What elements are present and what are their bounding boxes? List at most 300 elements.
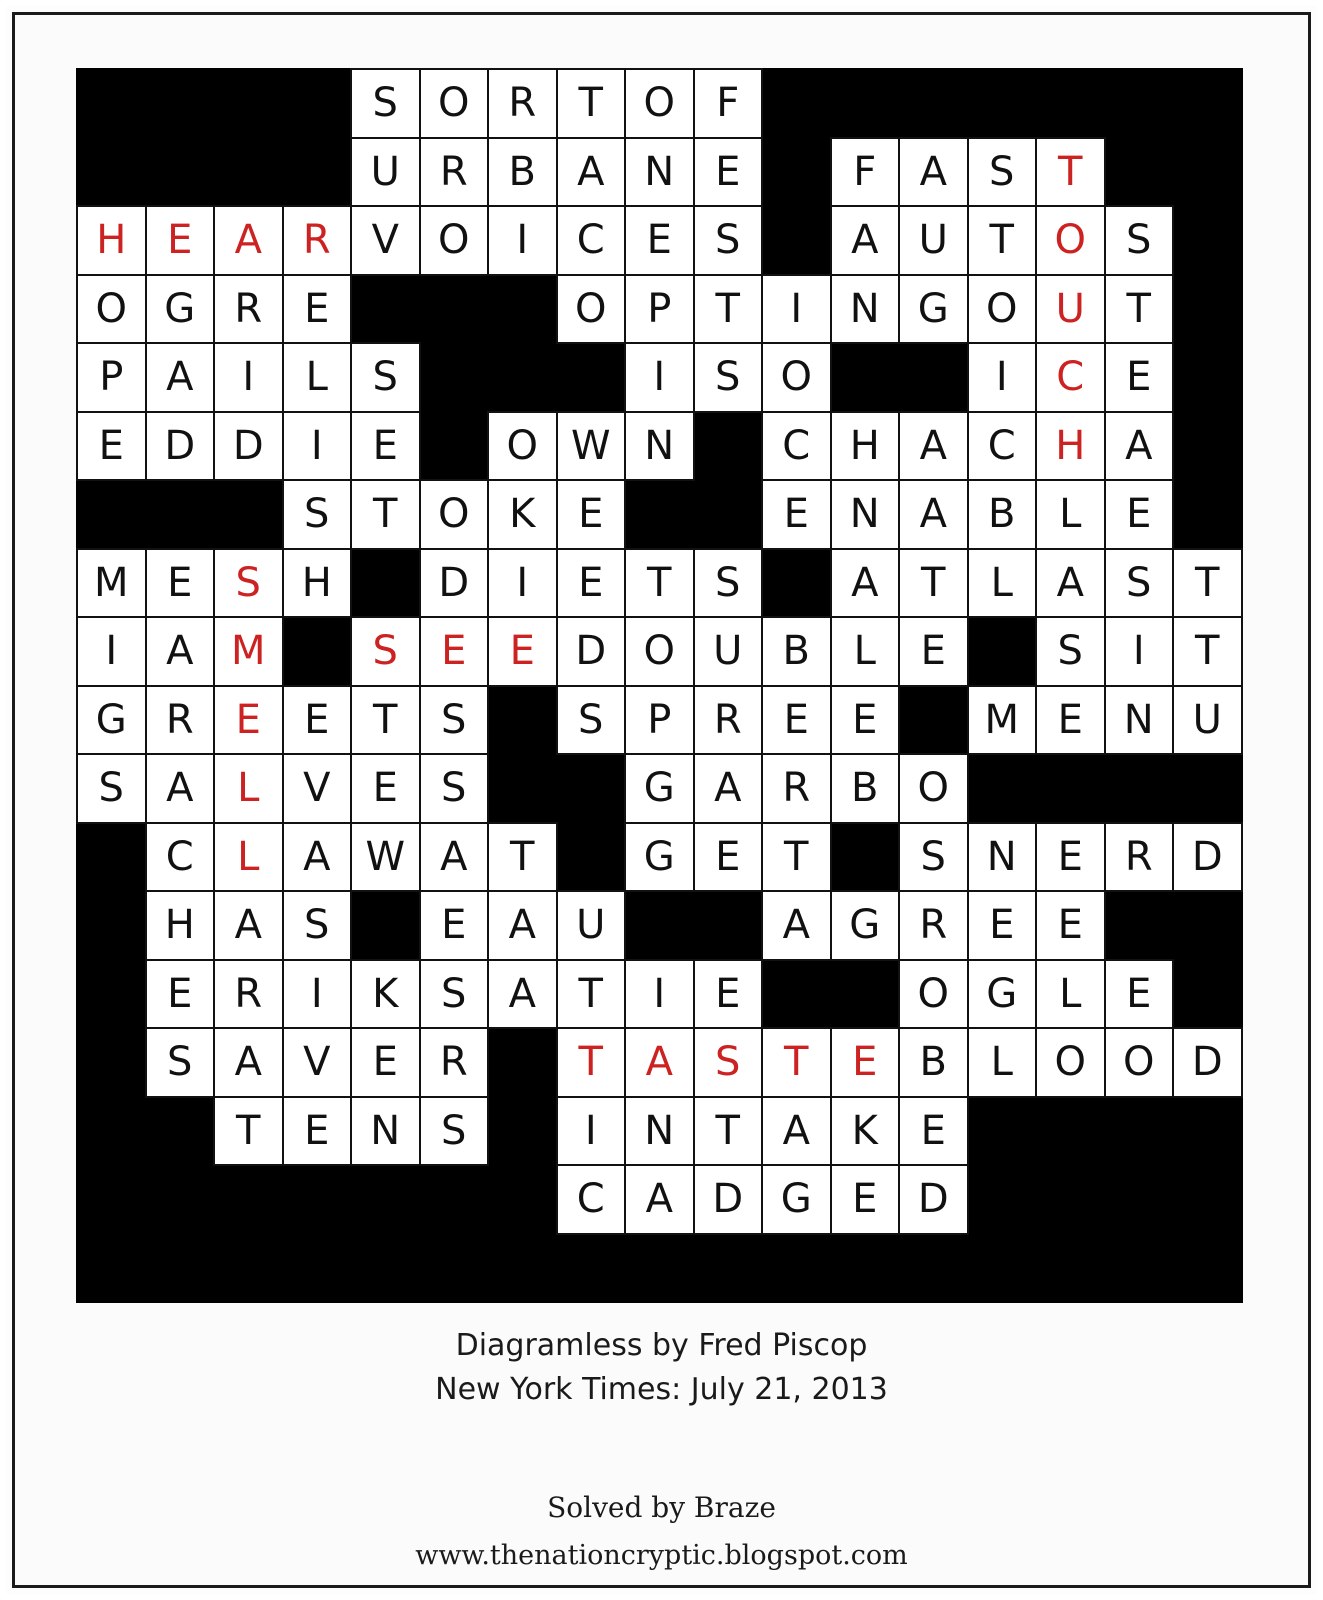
grid-cell-block [1105,138,1174,207]
grid-cell-block [1036,754,1105,823]
grid-cell-letter[interactable]: T [762,823,831,892]
grid-row [77,138,1242,207]
grid-row [77,549,1242,618]
grid-cell-letter[interactable]: T [625,549,694,618]
grid-cell-letter[interactable]: T [899,549,968,618]
grid-cell-block [420,1234,489,1303]
grid-cell-block [146,69,215,138]
grid-cell-letter-highlight[interactable]: L [214,754,283,823]
grid-cell-letter-highlight[interactable]: E [488,617,557,686]
grid-cell-letter[interactable]: C [762,412,831,481]
grid-cell-letter[interactable]: T [351,686,420,755]
grid-cell-letter[interactable]: S [283,891,352,960]
grid-cell-block [488,1028,557,1097]
grid-cell-block [694,891,763,960]
grid-cell-letter[interactable]: R [214,275,283,344]
grid-cell-letter[interactable]: B [899,1028,968,1097]
grid-cell-block [146,1097,215,1166]
grid-cell-letter[interactable]: D [420,549,489,618]
grid-cell-letter[interactable]: B [762,617,831,686]
grid-cell-block [420,275,489,344]
grid-cell-letter[interactable]: S [351,69,420,138]
grid-cell-block [283,1165,352,1234]
grid-cell-letter-highlight[interactable]: E [420,617,489,686]
grid-cell-letter-highlight[interactable]: S [214,549,283,618]
grid-cell-letter[interactable]: L [1036,960,1105,1029]
grid-cell-letter-highlight[interactable]: S [351,617,420,686]
grid-cell-block [214,1234,283,1303]
grid-cell-letter[interactable]: S [283,480,352,549]
grid-cell-block [694,480,763,549]
grid-cell-letter[interactable]: K [831,1097,900,1166]
grid-cell-letter[interactable]: R [420,1028,489,1097]
grid-cell-block [146,1165,215,1234]
grid-cell-letter[interactable]: G [625,754,694,823]
grid-cell-block [1036,1097,1105,1166]
grid-cell-letter[interactable]: A [762,891,831,960]
grid-cell-letter[interactable]: N [968,823,1037,892]
grid-cell-letter[interactable]: S [899,823,968,892]
grid-cell-block [1173,1234,1242,1303]
grid-cell-letter[interactable]: T [1173,549,1242,618]
grid-cell-letter[interactable]: I [968,343,1037,412]
grid-cell-letter[interactable]: S [420,686,489,755]
grid-cell-letter[interactable]: N [351,1097,420,1166]
grid-cell-letter[interactable]: I [625,960,694,1029]
grid-cell-letter[interactable]: E [351,412,420,481]
grid-cell-letter[interactable]: D [1173,823,1242,892]
grid-row [77,343,1242,412]
grid-cell-block [625,1234,694,1303]
grid-cell-block [1036,1234,1105,1303]
grid-cell-letter[interactable]: A [283,823,352,892]
grid-cell-letter-highlight[interactable]: C [1036,343,1105,412]
grid-cell-letter-highlight[interactable]: L [214,823,283,892]
grid-cell-letter[interactable]: A [831,206,900,275]
grid-cell-letter[interactable]: A [899,412,968,481]
grid-cell-letter[interactable]: I [1105,617,1174,686]
grid-cell-block [77,480,146,549]
grid-cell-letter[interactable]: G [625,823,694,892]
grid-cell-letter[interactable]: E [1036,891,1105,960]
grid-cell-block [762,69,831,138]
grid-cell-letter[interactable]: L [968,549,1037,618]
grid-cell-block [1105,891,1174,960]
grid-cell-letter-highlight[interactable]: E [831,1028,900,1097]
grid-cell-letter[interactable]: I [77,617,146,686]
grid-cell-letter-highlight[interactable]: U [1036,275,1105,344]
grid-cell-letter-highlight[interactable]: M [214,617,283,686]
grid-cell-letter[interactable]: C [557,206,626,275]
grid-cell-letter[interactable]: O [625,617,694,686]
grid-cell-letter[interactable]: B [488,138,557,207]
grid-cell-letter[interactable]: N [625,1097,694,1166]
grid-cell-letter[interactable]: T [968,206,1037,275]
grid-row [77,1028,1242,1097]
grid-cell-letter[interactable]: R [694,686,763,755]
grid-cell-letter[interactable]: C [146,823,215,892]
grid-cell-letter[interactable]: I [557,1097,626,1166]
grid-cell-block [762,138,831,207]
grid-cell-letter[interactable]: E [146,549,215,618]
grid-cell-letter[interactable]: R [1105,823,1174,892]
grid-cell-letter[interactable]: O [420,480,489,549]
grid-cell-letter[interactable]: E [283,1097,352,1166]
grid-cell-block [1036,69,1105,138]
grid-cell-block [557,754,626,823]
grid-cell-letter[interactable]: A [1105,412,1174,481]
grid-cell-letter[interactable]: A [831,549,900,618]
grid-cell-letter[interactable]: S [420,1097,489,1166]
grid-cell-letter[interactable]: W [351,823,420,892]
grid-cell-letter[interactable]: T [1105,275,1174,344]
grid-cell-letter[interactable]: S [420,960,489,1029]
grid-cell-letter[interactable]: E [762,480,831,549]
crossword-grid [76,68,1243,1303]
grid-cell-letter[interactable]: A [625,1165,694,1234]
grid-row [77,686,1242,755]
grid-cell-letter[interactable]: V [283,1028,352,1097]
grid-cell-letter[interactable]: I [488,549,557,618]
grid-cell-letter[interactable]: O [762,343,831,412]
grid-cell-block [831,69,900,138]
grid-cell-letter-highlight[interactable]: O [1036,206,1105,275]
grid-cell-letter[interactable]: H [283,549,352,618]
grid-cell-letter[interactable]: S [77,754,146,823]
grid-cell-letter[interactable]: S [694,343,763,412]
grid-cell-block [831,1234,900,1303]
grid-cell-block [77,1234,146,1303]
grid-cell-letter[interactable]: A [146,343,215,412]
grid-cell-block [557,1234,626,1303]
grid-cell-letter[interactable]: L [968,1028,1037,1097]
grid-cell-letter[interactable]: T [488,823,557,892]
grid-row [77,960,1242,1029]
grid-cell-block [214,1165,283,1234]
grid-cell-letter[interactable]: I [214,343,283,412]
grid-cell-block [625,480,694,549]
grid-cell-letter[interactable]: A [488,891,557,960]
grid-cell-block [77,1165,146,1234]
grid-cell-block [899,1234,968,1303]
grid-cell-letter[interactable]: I [762,275,831,344]
grid-cell-letter[interactable]: S [146,1028,215,1097]
grid-cell-letter[interactable]: E [283,686,352,755]
grid-cell-block [831,823,900,892]
grid-cell-letter-highlight[interactable]: A [625,1028,694,1097]
grid-cell-letter[interactable]: O [899,960,968,1029]
grid-cell-letter[interactable]: N [625,412,694,481]
grid-cell-letter[interactable]: A [420,823,489,892]
grid-cell-letter[interactable]: E [831,686,900,755]
grid-cell-letter-highlight[interactable]: T [762,1028,831,1097]
grid-cell-letter[interactable]: E [625,206,694,275]
caption-line-title: Diagramless by Fred Piscop [455,1328,868,1363]
grid-cell-letter[interactable]: E [351,1028,420,1097]
grid-cell-letter[interactable]: N [625,138,694,207]
grid-cell-block [968,1234,1037,1303]
grid-cell-letter[interactable]: M [77,549,146,618]
grid-cell-letter[interactable]: E [146,960,215,1029]
grid-cell-letter[interactable]: A [214,1028,283,1097]
grid-cell-letter[interactable]: A [694,754,763,823]
grid-cell-letter[interactable]: O [899,754,968,823]
grid-cell-letter[interactable]: H [831,412,900,481]
grid-cell-letter[interactable]: R [762,754,831,823]
grid-cell-block [77,1097,146,1166]
grid-cell-letter[interactable]: P [625,275,694,344]
grid-cell-letter[interactable]: O [1105,1028,1174,1097]
grid-row [77,617,1242,686]
grid-cell-letter[interactable]: U [557,891,626,960]
grid-cell-letter-highlight[interactable]: E [214,686,283,755]
grid-cell-letter[interactable]: N [831,480,900,549]
grid-row [77,823,1242,892]
grid-cell-block [968,1097,1037,1166]
grid-cell-letter[interactable]: U [351,138,420,207]
grid-cell-letter[interactable]: A [899,138,968,207]
grid-cell-letter[interactable]: F [694,69,763,138]
grid-cell-letter[interactable]: E [968,891,1037,960]
grid-cell-block [420,412,489,481]
grid-cell-block [351,1234,420,1303]
grid-cell-letter[interactable]: A [762,1097,831,1166]
grid-cell-block [1173,1097,1242,1166]
grid-cell-block [146,138,215,207]
grid-cell-letter[interactable]: D [557,617,626,686]
grid-cell-letter[interactable]: U [899,206,968,275]
grid-cell-letter[interactable]: P [625,686,694,755]
grid-cell-letter[interactable]: S [351,343,420,412]
grid-cell-letter[interactable]: A [899,480,968,549]
grid-cell-block [351,1165,420,1234]
grid-cell-block [762,960,831,1029]
grid-cell-letter[interactable]: L [283,343,352,412]
grid-cell-letter[interactable]: S [1036,617,1105,686]
grid-cell-letter[interactable]: K [488,480,557,549]
grid-cell-letter-highlight[interactable]: E [146,206,215,275]
grid-cell-letter[interactable]: V [283,754,352,823]
grid-cell-letter[interactable]: A [488,960,557,1029]
grid-cell-block [968,69,1037,138]
credit-line-solver: Solved by Braze [547,1491,776,1524]
grid-cell-letter[interactable]: P [77,343,146,412]
grid-cell-block [214,138,283,207]
grid-cell-letter[interactable]: O [557,275,626,344]
grid-cell-letter[interactable]: D [214,412,283,481]
grid-cell-letter[interactable]: E [694,138,763,207]
grid-cell-letter[interactable]: O [420,69,489,138]
grid-cell-letter[interactable]: E [351,754,420,823]
grid-cell-letter[interactable]: E [420,891,489,960]
grid-cell-block [488,686,557,755]
grid-cell-letter[interactable]: A [1036,549,1105,618]
grid-cell-letter[interactable]: D [1173,1028,1242,1097]
grid-cell-letter[interactable]: K [351,960,420,1029]
grid-cell-block [488,275,557,344]
grid-cell-block [1036,1165,1105,1234]
grid-cell-letter[interactable]: O [488,412,557,481]
grid-cell-letter[interactable]: T [214,1097,283,1166]
grid-cell-block [1173,960,1242,1029]
crossword-grid-container [76,68,1243,1303]
grid-cell-block [1173,891,1242,960]
grid-cell-letter[interactable]: E [694,960,763,1029]
puzzle-caption [6,1324,1317,1412]
grid-cell-letter[interactable]: E [1036,823,1105,892]
grid-cell-letter[interactable]: U [1173,686,1242,755]
grid-cell-block [1105,1165,1174,1234]
grid-cell-block [77,138,146,207]
grid-cell-block [77,1028,146,1097]
grid-cell-block [1105,69,1174,138]
grid-cell-letter[interactable]: S [1105,206,1174,275]
grid-cell-letter[interactable]: I [283,412,352,481]
grid-cell-letter[interactable]: E [1105,343,1174,412]
grid-cell-letter[interactable]: N [1105,686,1174,755]
grid-cell-letter[interactable]: H [146,891,215,960]
grid-cell-block [899,343,968,412]
solver-credit [6,1484,1317,1580]
grid-cell-letter[interactable]: S [420,754,489,823]
grid-cell-block [214,69,283,138]
grid-cell-block [351,549,420,618]
grid-cell-letter[interactable]: O [1036,1028,1105,1097]
grid-cell-letter[interactable]: G [831,891,900,960]
grid-cell-letter[interactable]: E [899,617,968,686]
grid-cell-letter[interactable]: E [557,549,626,618]
grid-cell-letter[interactable]: A [146,617,215,686]
grid-cell-letter[interactable]: T [557,69,626,138]
grid-cell-letter-highlight[interactable]: R [283,206,352,275]
grid-cell-letter[interactable]: E [899,1097,968,1166]
grid-cell-block [899,69,968,138]
grid-cell-letter[interactable]: D [899,1165,968,1234]
grid-cell-block [1173,754,1242,823]
grid-cell-block [351,891,420,960]
grid-cell-letter[interactable]: V [351,206,420,275]
grid-cell-block [899,686,968,755]
grid-cell-letter[interactable]: D [694,1165,763,1234]
grid-cell-letter[interactable]: S [1105,549,1174,618]
grid-cell-letter[interactable]: T [557,960,626,1029]
grid-cell-letter-highlight[interactable]: S [694,1028,763,1097]
grid-cell-letter[interactable]: B [831,754,900,823]
grid-row [77,412,1242,481]
grid-cell-letter[interactable]: S [557,686,626,755]
grid-cell-letter[interactable]: E [1036,686,1105,755]
grid-cell-block [762,549,831,618]
grid-cell-letter[interactable]: F [831,138,900,207]
grid-cell-letter-highlight[interactable]: H [77,206,146,275]
grid-cell-letter[interactable]: T [694,1097,763,1166]
grid-cell-letter[interactable]: R [146,686,215,755]
grid-cell-block [557,823,626,892]
grid-cell-letter[interactable]: R [488,69,557,138]
grid-cell-letter[interactable]: E [77,412,146,481]
grid-row [77,480,1242,549]
grid-cell-letter[interactable]: G [77,686,146,755]
grid-cell-block [1105,1097,1174,1166]
grid-cell-letter[interactable]: S [694,206,763,275]
grid-cell-letter[interactable]: N [831,275,900,344]
grid-cell-block [283,138,352,207]
grid-cell-letter[interactable]: A [146,754,215,823]
grid-cell-block [1173,1165,1242,1234]
grid-cell-letter[interactable]: L [1036,480,1105,549]
grid-cell-letter-highlight[interactable]: T [1036,138,1105,207]
grid-cell-letter[interactable]: C [968,412,1037,481]
grid-cell-block [77,960,146,1029]
grid-cell-letter[interactable]: C [557,1165,626,1234]
grid-cell-letter-highlight[interactable]: H [1036,412,1105,481]
grid-cell-letter[interactable]: G [762,1165,831,1234]
grid-cell-letter-highlight[interactable]: A [214,206,283,275]
grid-cell-letter[interactable]: E [557,480,626,549]
grid-cell-letter[interactable]: R [899,891,968,960]
grid-cell-block [488,1234,557,1303]
grid-cell-letter[interactable]: I [283,960,352,1029]
grid-cell-block [283,617,352,686]
grid-cell-letter[interactable]: E [694,823,763,892]
grid-cell-letter[interactable]: G [146,275,215,344]
grid-cell-letter[interactable]: M [968,686,1037,755]
grid-cell-block [762,1234,831,1303]
grid-cell-letter[interactable]: I [488,206,557,275]
grid-cell-letter[interactable]: L [831,617,900,686]
grid-cell-letter[interactable]: O [77,275,146,344]
grid-cell-letter[interactable]: A [557,138,626,207]
grid-cell-letter[interactable]: E [762,686,831,755]
grid-cell-letter[interactable]: D [146,412,215,481]
grid-cell-letter[interactable]: E [831,1165,900,1234]
grid-cell-block [694,1234,763,1303]
grid-cell-letter[interactable]: R [420,138,489,207]
grid-cell-letter[interactable]: S [694,549,763,618]
grid-cell-letter[interactable]: W [557,412,626,481]
grid-cell-letter[interactable]: O [420,206,489,275]
grid-cell-block [1173,275,1242,344]
grid-cell-letter[interactable]: A [214,891,283,960]
grid-cell-block [1173,343,1242,412]
grid-cell-block [214,480,283,549]
grid-cell-block [488,1097,557,1166]
grid-cell-letter[interactable]: U [694,617,763,686]
grid-cell-block [420,1165,489,1234]
grid-cell-letter[interactable]: G [899,275,968,344]
grid-cell-letter[interactable]: E [1105,960,1174,1029]
grid-cell-letter[interactable]: T [351,480,420,549]
grid-cell-block [283,69,352,138]
grid-cell-letter[interactable]: G [968,960,1037,1029]
grid-cell-block [1173,206,1242,275]
grid-row [77,1097,1242,1166]
grid-cell-letter[interactable]: T [694,275,763,344]
grid-cell-letter[interactable]: O [968,275,1037,344]
grid-cell-letter[interactable]: T [1173,617,1242,686]
grid-cell-letter[interactable]: E [1105,480,1174,549]
grid-cell-block [831,960,900,1029]
grid-cell-block [1173,480,1242,549]
grid-cell-letter[interactable]: E [283,275,352,344]
grid-cell-letter[interactable]: S [968,138,1037,207]
grid-cell-letter-highlight[interactable]: T [557,1028,626,1097]
grid-cell-letter[interactable]: O [625,69,694,138]
grid-cell-letter[interactable]: R [214,960,283,1029]
grid-cell-letter[interactable]: I [625,343,694,412]
grid-cell-letter[interactable]: B [968,480,1037,549]
grid-cell-block [968,1165,1037,1234]
